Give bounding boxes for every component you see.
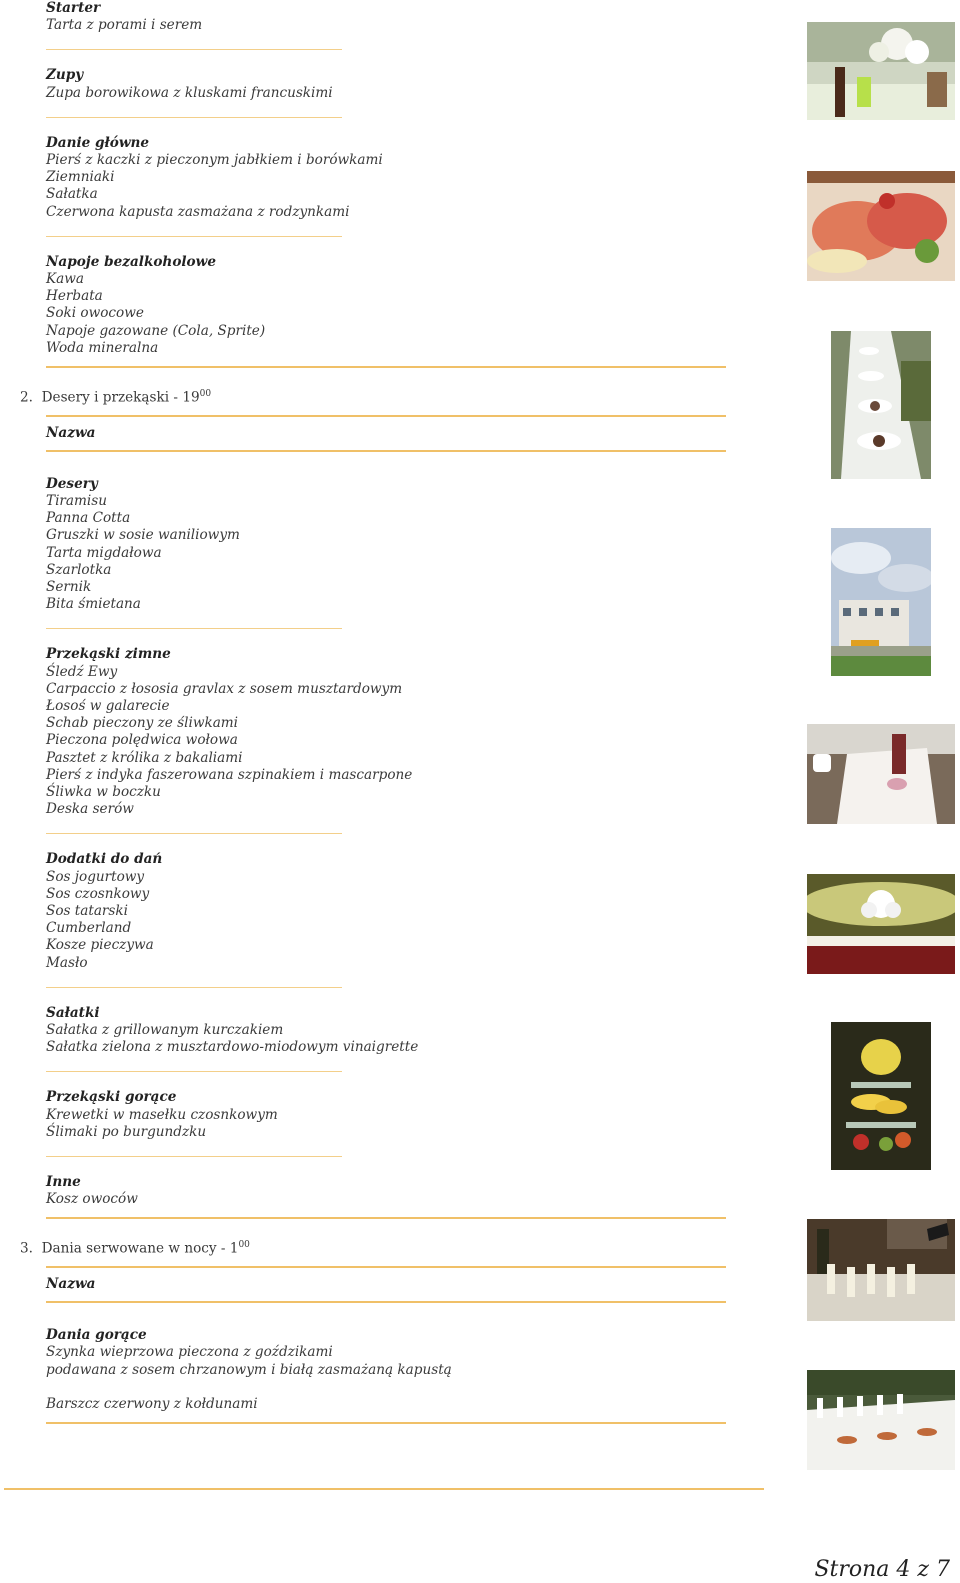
menu-item: Sałatka (46, 186, 98, 203)
menu-item: Kosz owoców (46, 1191, 138, 1208)
section-number: 2. (20, 389, 33, 406)
section-title (20, 1236, 726, 1258)
group-title: Dodatki do dań (46, 851, 163, 868)
group-title: Przekąski zimne (46, 646, 171, 663)
section-number: 3. (20, 1241, 33, 1258)
menu-item: Śliwka w boczku (46, 784, 161, 801)
menu-item: Ślimaki po burgundzku (46, 1123, 207, 1140)
photo-long-table (831, 331, 931, 479)
menu-item: Tarta migdałowa (46, 544, 162, 561)
menu-item: Zupa borowikowa z kluskami francuskimi (46, 84, 333, 101)
separator (46, 117, 342, 118)
menu-item: Bita śmietana (46, 596, 141, 613)
photo-menu-card (807, 724, 955, 824)
menu-content (20, 0, 726, 1424)
separator (46, 236, 342, 237)
section-time-sup: 00 (199, 389, 212, 400)
separator (46, 1156, 342, 1157)
group-title: Napoje bezalkoholowe (46, 253, 216, 270)
menu-group-inne (46, 1174, 726, 1208)
section-divider (46, 1217, 726, 1219)
section-title (20, 385, 726, 407)
menu-group-przekaski-zimne (46, 646, 726, 818)
section-divider (46, 366, 726, 368)
group-title: Zupy (46, 67, 84, 84)
table-rule (46, 1266, 726, 1268)
section-divider (46, 1422, 726, 1424)
photo-banquet-hall (807, 874, 955, 974)
menu-item: Schab pieczony ze śliwkami (46, 715, 239, 732)
section-title-text: Dania serwowane w nocy - 1 (41, 1241, 239, 1258)
table-rule (46, 415, 726, 417)
section-time-sup: 00 (238, 1240, 250, 1251)
menu-item: Szarlotka (46, 561, 112, 578)
menu-item: Śledź Ewy (46, 663, 118, 680)
menu-group-napoje (46, 254, 726, 357)
menu-item: Sałatka z grillowanym kurczakiem (46, 1022, 284, 1039)
group-title: Danie główne (46, 134, 150, 151)
menu-item: Sernik (46, 579, 92, 595)
menu-item: Sos jogurtowy (46, 868, 145, 885)
menu-item: Łosoś w galarecie (46, 698, 170, 715)
menu-item: Pierś z indyka faszerowana szpinakiem i mascarpone (46, 766, 413, 783)
group-title: Sałatki (46, 1004, 100, 1021)
menu-item: Pieczona polędwica wołowa (46, 732, 238, 749)
column-header: Nazwa (46, 1276, 96, 1293)
menu-item: Szynka wieprzowa pieczona z goździkami (46, 1344, 333, 1361)
menu-item: Krewetki w masełku czosnkowym (46, 1106, 278, 1123)
photo-antipasti (807, 171, 955, 281)
menu-item: Kawa (46, 271, 85, 288)
group-title: Przekąski gorące (46, 1089, 177, 1106)
menu-group-dodatki (46, 851, 726, 971)
menu-item: Napoje gazowane (Cola, Sprite) (46, 322, 266, 339)
menu-item: Masło (46, 954, 88, 971)
group-title: Inne (46, 1174, 81, 1191)
menu-item: Carpaccio z łososia gravlax z sosem musztardowym (46, 680, 403, 697)
page-number: Strona 4 z 7 (814, 1557, 950, 1582)
menu-item: Deska serów (46, 801, 134, 818)
separator (46, 628, 342, 629)
menu-item: Tiramisu (46, 492, 107, 509)
menu-item: Cumberland (46, 920, 132, 937)
menu-item: Panna Cotta (46, 510, 131, 527)
menu-item: Sos czosnkowy (46, 885, 150, 902)
menu-item: Pierś z kaczki z pieczonym jabłkiem i borówkami (46, 152, 383, 169)
separator (46, 987, 342, 988)
separator (46, 49, 342, 50)
menu-group-zupy (46, 67, 726, 101)
separator (46, 1071, 342, 1072)
group-title: Desery (46, 475, 98, 492)
menu-item: Herbata (46, 288, 103, 305)
menu-item: Kosze pieczywa (46, 937, 154, 954)
section-title-text: Desery i przekąski - 19 (41, 389, 200, 406)
menu-group-salatki (46, 1005, 726, 1057)
column-header: Nazwa (46, 424, 96, 441)
menu-item: Sałatka zielona z musztardowo-miodowym vinaigrette (46, 1039, 419, 1056)
menu-item: Tarta z porami i serem (46, 17, 203, 34)
table-rule (46, 450, 726, 452)
menu-group-dania-gorace (46, 1327, 726, 1413)
separator (46, 833, 342, 834)
table-rule (46, 1301, 726, 1303)
menu-item: Soki owocowe (46, 305, 144, 322)
menu-item: Barszcz czerwony z kołdunami (46, 1395, 258, 1412)
menu-item: Sos tatarski (46, 903, 128, 920)
menu-group-desery (46, 476, 726, 614)
menu-item: Woda mineralna (46, 339, 159, 356)
menu-item: Pasztet z królika z bakaliami (46, 749, 243, 766)
photo-champagne (807, 1219, 955, 1321)
menu-item: podawana z sosem chrzanowym i białą zasmażaną kapustą (46, 1361, 452, 1378)
group-title: Starter (46, 0, 101, 16)
photo-table-flowers (807, 22, 955, 120)
menu-item: Gruszki w sosie waniliowym (46, 527, 240, 544)
photo-fruit-stand (831, 1022, 931, 1170)
menu-group-przekaski-gorace (46, 1089, 726, 1141)
group-title: Dania gorące (46, 1327, 147, 1344)
photo-outdoor-table (807, 1370, 955, 1470)
menu-group-danie-glowne (46, 135, 726, 221)
menu-group-starter (46, 0, 726, 34)
menu-item: Czerwona kapusta zasmażana z rodzynkami (46, 203, 350, 220)
photo-building (831, 528, 931, 676)
menu-item: Ziemniaki (46, 169, 115, 186)
footer-divider (4, 1488, 764, 1490)
